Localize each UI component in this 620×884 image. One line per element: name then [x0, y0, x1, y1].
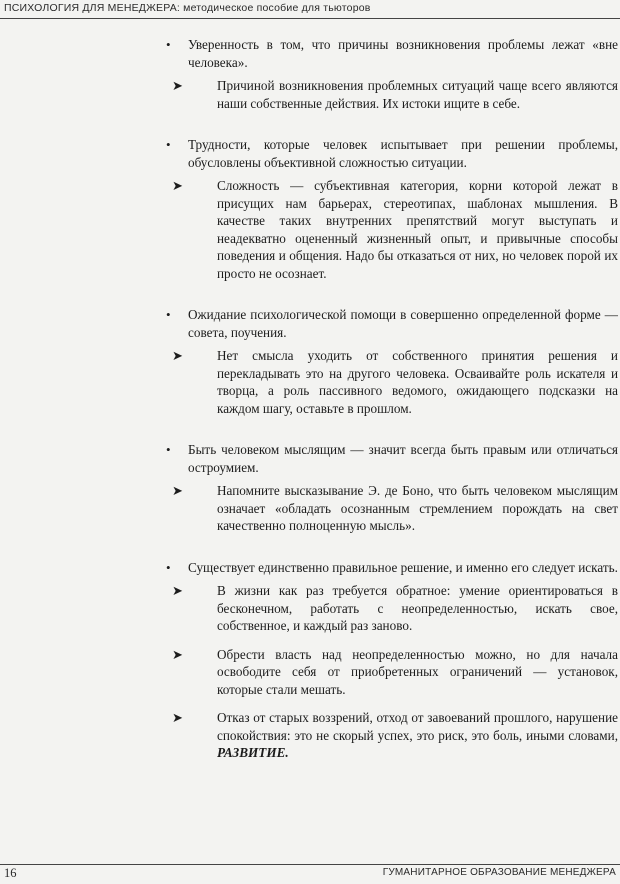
bullet-icon: •: [166, 559, 171, 575]
emphasized-conclusion: РАЗВИТИЕ.: [217, 745, 289, 760]
topic-text: Существует единственно правильное решение, и именно его следует искать.: [188, 559, 618, 575]
running-footer: ГУМАНИТАРНОЕ ОБРАЗОВАНИЕ МЕНЕДЖЕРА: [382, 867, 616, 878]
topic-text: Уверенность в том, что причины возникновения проблемы лежат «вне человека».: [188, 37, 618, 70]
topic-item: [166, 441, 618, 535]
advice-text: Напомните высказывание Э. де Боно, что быть человеком мыслящим означает «обладать осознанным стремлением порождать на свет качественно полноценную мысль».: [217, 483, 618, 533]
advice-text: Причиной возникновения проблемных ситуаций чаще всего являются наши собственные действия. Их истоки ищите в себе.: [217, 78, 618, 111]
advice-text: Сложность — субъективная категория, корни которой лежат в присущих нам барьерах, стереотипах, шаблонах мышления. В качестве таких внутренних препятствий могут выступать и неадекватно оцененный жизненный опыт, и привычные способы поведения и общения. Надо бы отказаться от них, но человек порой их просто не осознает.: [217, 178, 618, 281]
footer-rule: [0, 864, 620, 865]
advice-item: [172, 709, 618, 762]
advice-item: [172, 646, 618, 699]
arrow-bullet-icon: ➤: [172, 646, 183, 662]
arrow-bullet-icon: ➤: [172, 78, 183, 93]
running-header: ПСИХОЛОГИЯ ДЛЯ МЕНЕДЖЕРА: методическое пособие для тьюторов: [4, 2, 371, 14]
advice-item: [172, 482, 618, 535]
advice-item: [172, 77, 618, 112]
bullet-icon: •: [166, 37, 171, 52]
advice-text: Нет смысла уходить от собственного принятия решения и перекладывать это на другого человека. Осваивайте роль искателя и творца, а роль пассивного ведомого, ожидающего подсказки на каждом шагу, оставьте в прошлом.: [217, 348, 618, 416]
page-number: 16: [4, 866, 17, 880]
bullet-icon: •: [166, 307, 171, 322]
advice-text: [217, 709, 618, 762]
arrow-bullet-icon: ➤: [172, 178, 183, 193]
advice-item: [172, 177, 618, 282]
topic-item: [166, 136, 618, 282]
topic-text: Быть человеком мыслящим — значит всегда быть правым или отличаться остроумием.: [188, 442, 618, 475]
topic-item: [166, 306, 618, 417]
bullet-icon: •: [166, 137, 171, 152]
topic-item: [166, 36, 618, 112]
topic-text: Трудности, которые человек испытывает при решении проблемы, обусловлены объективной сложностью ситуации.: [188, 137, 618, 170]
arrow-bullet-icon: ➤: [172, 348, 183, 363]
arrow-bullet-icon: ➤: [172, 583, 183, 598]
advice-text-body: Отказ от старых воззрений, отход от завоеваний прошлого, нарушение спокойствия: это не скорый успех, это риск, это боль, иными словами,: [217, 710, 618, 743]
advice-text: В жизни как раз требуется обратное: умение ориентироваться в бесконечном, работать с неопределенностью, искать свое, собственное, и каждый раз заново.: [217, 583, 618, 633]
topic-item: [166, 559, 618, 762]
advice-item: [172, 347, 618, 417]
bullet-icon: •: [166, 442, 171, 457]
page-content: [166, 36, 618, 786]
topic-text: Ожидание психологической помощи в совершенно определенной форме — совета, поучения.: [188, 307, 618, 340]
advice-text: Обрести власть над неопределенностью можно, но для начала освободите себя от приобретенных ограничений — установок, которые стали мешать.: [217, 646, 618, 697]
arrow-bullet-icon: ➤: [172, 710, 183, 725]
arrow-bullet-icon: ➤: [172, 483, 183, 498]
advice-item: [172, 582, 618, 635]
header-rule: [0, 18, 620, 19]
